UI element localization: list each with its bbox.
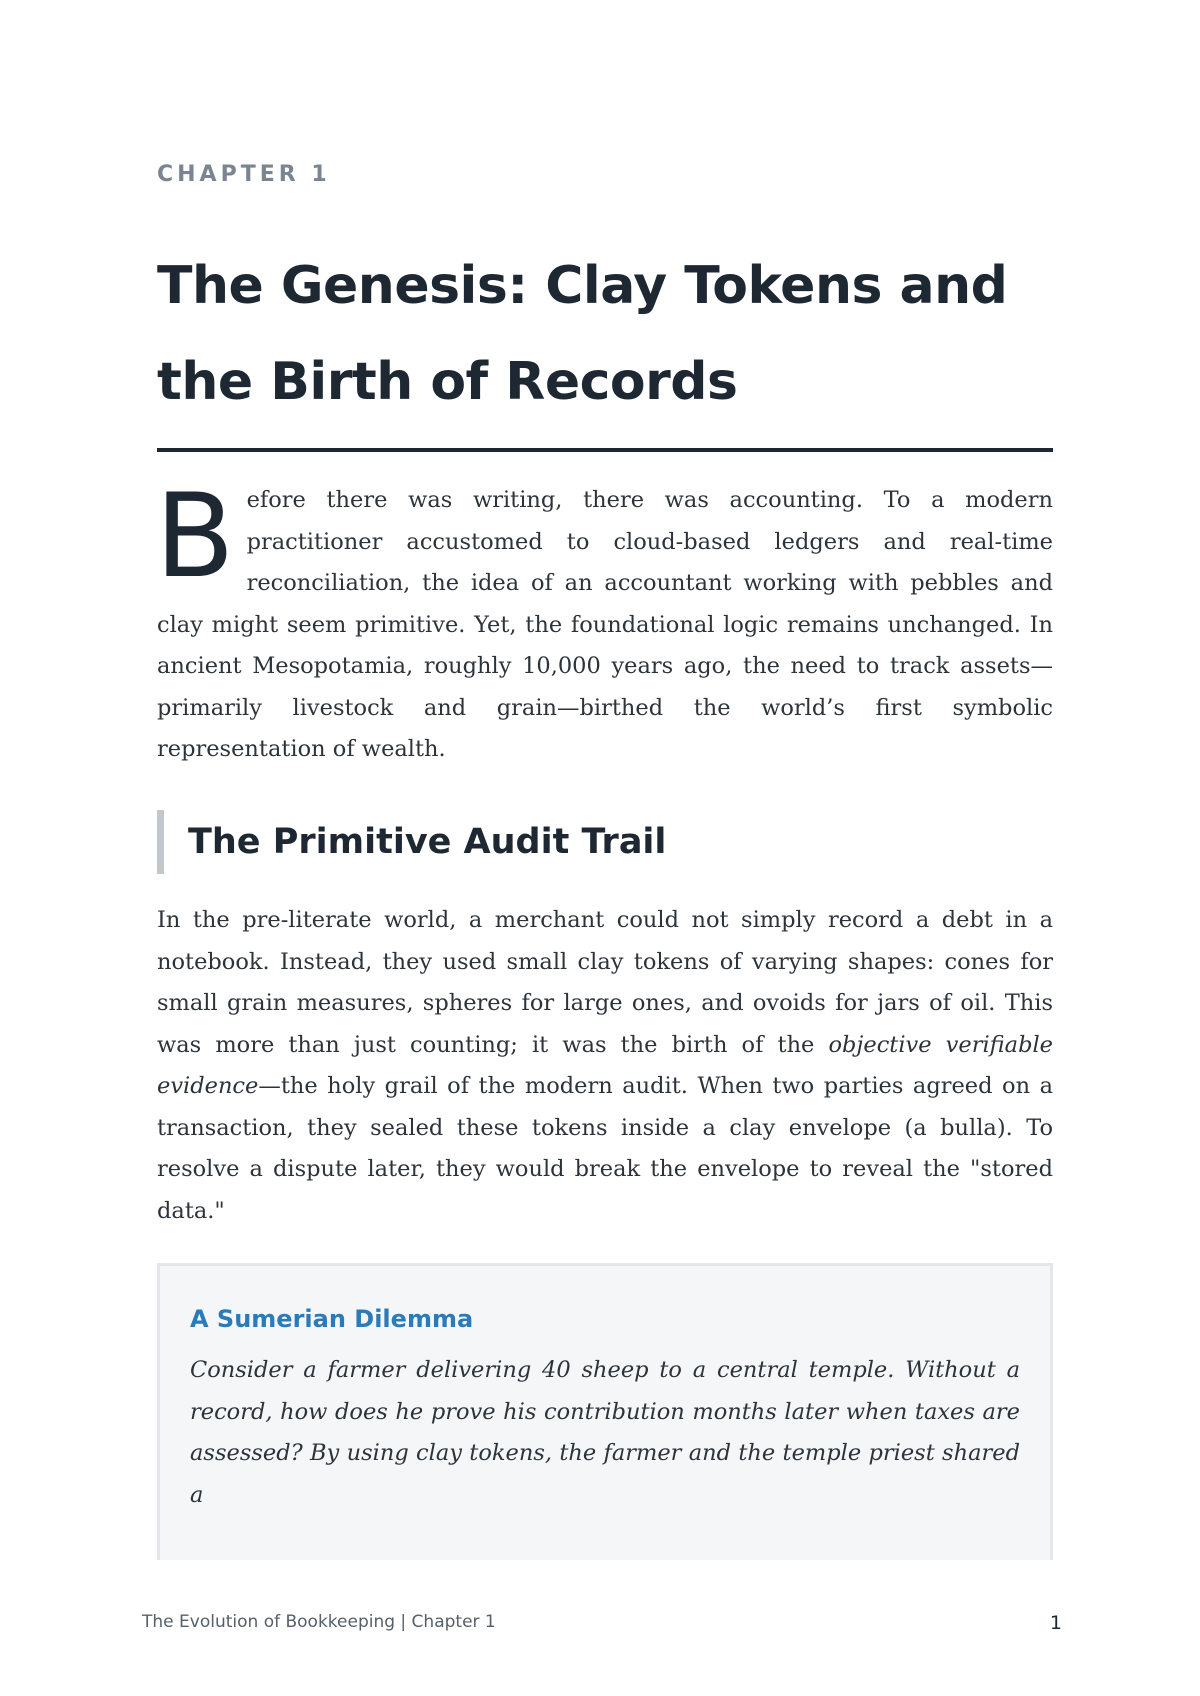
chapter-label: CHAPTER 1 xyxy=(157,162,331,187)
callout-text: Consider a farmer delivering 40 sheep to a central temple. Without a record, how does he prove his contribution months later when taxes are assessed? By using clay tokens, the farmer and the temple priest shared a xyxy=(190,1357,1020,1508)
title-divider xyxy=(157,448,1053,452)
callout-box xyxy=(157,1263,1053,1560)
chapter-title: The Genesis: Clay Tokens and the Birth of Records xyxy=(157,256,1008,412)
intro-text: efore there was writing, there was accounting. To a modern practitioner accustomed to cloud-based ledgers and real-time reconciliation, the idea of an accountant working with pebbles and clay might seem primitive. Yet, the foundational logic remains unchanged. In ancient Mesopotamia, roughly 10,000 years ago, the need to track assets—primarily livestock and grain—birthed the world’s first symbolic representation of wealth. xyxy=(157,487,1053,762)
section-text-emphasis: objective verifiable evidence xyxy=(157,1031,1053,1099)
section-paragraph xyxy=(157,900,1053,1232)
footer-title: The Evolution of Bookkeeping | Chapter 1 xyxy=(142,1612,496,1632)
drop-cap: B xyxy=(155,469,235,604)
section-text-part1: In the pre-literate world, a merchant could not simply record a debt in a notebook. Instead, they used small clay tokens of varying shapes: cones for small grain measures, spheres for large ones, and ovoids for jars of oil. This was more than just counting; it was the birth of the xyxy=(157,907,1053,1058)
section-text-part2: —the holy grail of the modern audit. When two parties agreed on a transaction, they sealed these tokens inside a clay envelope (a bulla). To resolve a dispute later, they would break the envelope to reveal the "stored data." xyxy=(157,1073,1053,1224)
page-number: 1 xyxy=(1049,1612,1062,1634)
section-heading: The Primitive Audit Trail xyxy=(188,822,667,862)
section-heading-block xyxy=(157,810,1053,874)
intro-paragraph xyxy=(155,469,1053,771)
callout-title: A Sumerian Dilemma xyxy=(190,1305,474,1333)
